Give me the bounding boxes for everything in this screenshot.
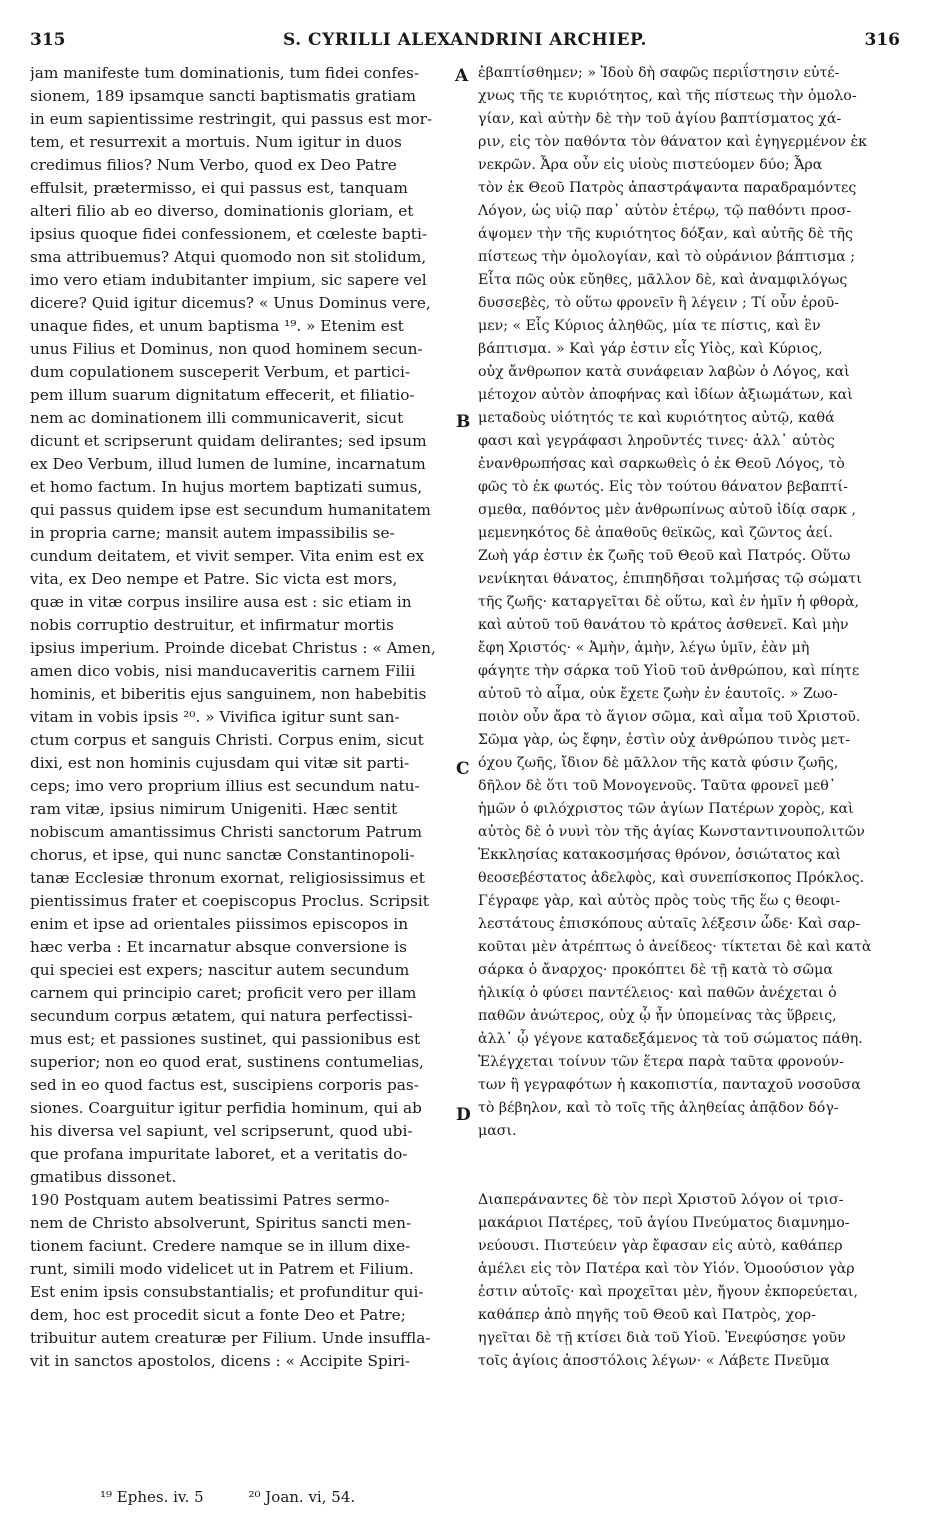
text-line: superior; non eo quod erat, sustinens contumelias, [30,1053,424,1071]
text-line: quæ in vitæ corpus insilire ausa est : sic etiam in [30,593,412,611]
text-line: et homo factum. In hujus mortem baptizati sumus, [30,478,423,496]
text-line: νεκρῶν. Ἆρα οὖν εἰς υἱοὺς πιστεύομεν δύο; Ἆρα [478,157,823,173]
text-line: qui passus quidem ipse est secundum humanitatem [30,501,431,519]
margin-letter-a: A [455,66,469,86]
text-line: άψομεν τὴν τῆς κυριότητος δόξαν, καὶ αὐτῆς δὲ τῆς [478,226,853,242]
text-line: χνως τῆς τε κυριότητος, καὶ τῆς πίστεως τὴν ὁμολο- [478,88,857,104]
text-line: οὐχ ἄνθρωπον κατὰ συνάφειαν λαβὼν ὁ Λόγος, καὶ [478,364,850,380]
text-line: μασι. [478,1123,517,1139]
text-line: Λόγον, ὡς υἱῷ παρ᾽ αὐτὸν ἑτέρῳ, τῷ παθόντι προσ- [478,203,852,219]
text-line: ριν, εἰς τὸν παθόντα τὸν θάνατον καὶ ἐγηγερμένον ἐκ [478,134,868,150]
text-line: φάγητε τὴν σάρκα τοῦ Υἱοῦ τοῦ ἀνθρώπου, καὶ πίητε [478,663,860,679]
footnotes [100,1488,395,1506]
text-line: θεοσεβέστατος ἀδελφὸς, καὶ συνεπίσκοπος Πρόκλος. [478,870,865,886]
text-line: nobis corruptio destruitur, et infirmatur mortis [30,616,394,634]
text-line: jam manifeste tum dominationis, tum fidei confes- [30,64,420,82]
text-line: ἐστιν αὐτοῖς· καὶ προχεῖται μὲν, ἤγουν ἐκπορεύεται, [478,1284,858,1300]
text-line: Σῶμα γὰρ, ὡς ἔφην, ἐστὶν οὐχ ἀνθρώπου τινὸς μετ- [478,732,851,748]
greek-column [478,62,902,1373]
text-line: sma attribuemus? Atqui quomodo non sit stolidum, [30,248,427,266]
text-line: sionem, 189 ipsamque sancti baptismatis gratiam [30,87,417,105]
text-line: ἡμῶν ὁ φιλόχριστος τῶν ἁγίων Πατέρων χορὸς, καὶ [478,801,854,817]
text-line: credimus filios? Num Verbo, quod ex Deo Patre [30,156,397,174]
text-line: vitam in vobis ipsis ²⁰. » Vivifica igitur sunt san- [30,708,400,726]
text-line: que profana impuritate laboret, et a veritatis do- [30,1145,408,1163]
text-line: dixi, est non hominis cujusdam qui vitæ sit parti- [30,754,410,772]
text-line: dicunt et scripserunt quidam delirantes; sed ipsum [30,432,427,450]
margin-letter-b: B [456,412,471,432]
text-line: hominis, et biberitis ejus sanguinem, non habebitis [30,685,427,703]
text-line: τὸ βέβηλον, καὶ τὸ τοῖς τῆς ἀληθείας ἀπᾷδον δόγ- [478,1100,839,1116]
text-line: dum copulationem susceperit Verbum, et partici- [30,363,411,381]
text-line: γίαν, καὶ αὐτὴν δὲ τὴν τοῦ ἁγίου βαπτίσματος χά- [478,111,842,127]
page-header [30,30,900,56]
text-line: τοῖς ἁγίοις ἀποστόλοις λέγων· « Λάβετε Πνεῦμα [478,1353,830,1369]
text-line: αὐτοῦ τὸ αἷμα, οὐκ ἔχετε ζωὴν ἐν ἑαυτοῖς. » Ζωο- [478,686,838,702]
text-line: mus est; et passiones sustinet, qui passionibus est [30,1030,421,1048]
text-line: μεμενηκότος δὲ ἀπαθοῦς θεϊκῶς, καὶ ζῶντος ἀεί. [478,525,833,541]
text-line: των ἢ γεγραφότων ἡ κακοπιστία, πανταχοῦ νοσοῦσα [478,1077,861,1093]
text-line: pientissimus frater et coepiscopus Proclus. Scripsit [30,892,429,910]
text-line: nobiscum amantissimus Christi sanctorum Patrum [30,823,423,841]
text-line: unaque fides, et unum baptisma ¹⁹. » Etenim est [30,317,404,335]
text-line: Γέγραφε γὰρ, καὶ αὐτὸς πρὸς τοὺς τῆς ἕω ς θεοφι- [478,893,841,909]
text-line: nem de Christo absolverunt, Spiritus sancti men- [30,1214,412,1232]
text-line: imo vero etiam indubitanter impium, sic sapere vel [30,271,427,289]
text-line: Ζωὴ γάρ ἐστιν ἐκ ζωῆς τοῦ Θεοῦ καὶ Πατρός. Οὕτω [478,548,851,564]
text-line [478,1143,902,1166]
text-line: alteri filio ab eo diverso, dominationis gloriam, et [30,202,414,220]
text-line: σάρκα ὁ ἄναρχος· προκόπτει δὲ τῇ κατὰ τὸ σῶμα [478,962,833,978]
text-line: carnem qui principio caret; proficit vero per illam [30,984,417,1002]
text-line: μεταδοὺς υἱότητός τε καὶ κυριότητος αὐτῷ, καθά [478,410,835,426]
text-line: chorus, et ipse, qui nunc sanctæ Constantinopoli- [30,846,415,864]
text-line: λεστάτους ἐπισκόπους αὐταῖς λέξεσιν ὧδε· Καὶ σαρ- [478,916,861,932]
text-line: in propria carne; mansit autem impassibilis se- [30,524,395,542]
text-line: καθάπερ ἀπὸ πηγῆς τοῦ Θεοῦ καὶ Πατρὸς, χορ- [478,1307,816,1323]
text-line: όχου ζωῆς, ἴδιον δὲ μᾶλλον τῆς κατὰ φύσιν ζωῆς, [478,755,839,771]
text-line: tionem faciunt. Credere namque se in illum dixe- [30,1237,411,1255]
text-line: dem, hoc est procedit sicut a fonte Deo et Patre; [30,1306,406,1324]
text-line: ipsius imperium. Proinde dicebat Christus : « Amen, [30,639,436,657]
footnote-19: ¹⁹ Ephes. iv. 5 [100,1488,204,1506]
text-line: νενίκηται θάνατος, ἐπιπηδῆσαι τολμήσας τῷ σώματι [478,571,862,587]
text-line: ηγεῖται δὲ τῇ κτίσει διὰ τοῦ Υἱοῦ. Ἐνεφύσησε γοῦν [478,1330,846,1346]
text-line: qui speciei est expers; nascitur autem secundum [30,961,410,979]
page-number-left: 315 [30,30,66,50]
text-line: cundum deitatem, et vivit semper. Vita enim est ex [30,547,425,565]
text-line: ex Deo Verbum, illud lumen de lumine, incarnatum [30,455,426,473]
text-line: πίστεως τὴν ὁμολογίαν, καὶ τὸ οὐράνιον βάπτισμα ; [478,249,856,265]
text-line: ἡλικίᾳ ὁ φύσει παντέλειος· καὶ παθῶν ἀνέχεται ὁ [478,985,837,1001]
margin-letter-c: C [456,759,470,779]
text-line: unus Filius et Dominus, non quod hominem secun- [30,340,423,358]
text-line: Ἐκκλησίας κατακοσμήσας θρόνον, ὁσιώτατος καὶ [478,847,841,863]
text-line: σμεθα, παθόντος μὲν ἀνθρωπίνως αὐτοῦ ἰδίᾳ σαρκ , [478,502,856,518]
text-line: dicere? Quid igitur dicemus? « Unus Dominus vere, [30,294,431,312]
text-line: ceps; imo vero proprium illius est secundum natu- [30,777,420,795]
text-line [478,1166,902,1189]
text-line: δυσσεβὲς, τὸ οὕτω φρονεῖν ἢ λέγειν ; Τί οὖν ἐροῦ- [478,295,840,311]
latin-column [30,62,462,1373]
text-line: gmatibus dissonet. [30,1168,177,1186]
text-line: ram vitæ, ipsius nimirum Unigeniti. Hæc sentit [30,800,398,818]
text-line: ἔφη Χριστός· « Ἀμὴν, ἀμὴν, λέγω ὑμῖν, ἐὰν μὴ [478,640,810,656]
text-line: Est enim ipsis consubstantialis; et profunditur qui- [30,1283,424,1301]
text-line: ἀμέλει εἰς τὸν Πατέρα καὶ τὸν Υἱόν. Ὁμοούσιον γὰρ [478,1261,855,1277]
margin-letter-d: D [456,1105,471,1125]
text-line: μέτοχον αὐτὸν ἀποφήνας καὶ ἰδίων ἀξιωμάτων, καὶ [478,387,853,403]
text-line: βάπτισμα. » Καὶ γάρ ἐστιν εἷς Υἱὸς, καὶ Κύριος, [478,341,823,357]
text-line: αὐτὸς δὲ ὁ νυνὶ τὸν τῆς ἁγίας Κωνσταντινουπολιτῶν [478,824,865,840]
text-line: tribuitur autem creaturæ per Filium. Unde insuffla- [30,1329,431,1347]
text-line: Ἐλέγχεται τοίνυν τῶν ἕτερα παρὰ ταῦτα φρονούν- [478,1054,844,1070]
text-line: τῆς ζωῆς· καταργεῖται δὲ οὕτω, καὶ ἐν ἡμῖν ἡ φθορὰ, [478,594,860,610]
text-line: in eum sapientissime restringit, qui passus est mor- [30,110,433,128]
text-line: Εἶτα πῶς οὐκ εὔηθες, μᾶλλον δὲ, καὶ ἀναμφιλόγως [478,272,848,288]
text-line: ἀλλ᾽ ᾧ γέγονε καταδεξάμενος τὰ τοῦ σώματος πάθη. [478,1031,863,1047]
text-line: vita, ex Deo nempe et Patre. Sic victa est mors, [30,570,398,588]
text-line: siones. Coarguitur igitur perfidia hominum, qui ab [30,1099,422,1117]
text-line: δῆλον δὲ ὅτι τοῦ Μονογενοῦς. Ταῦτα φρονεῖ μεθ᾽ [478,778,836,794]
text-line: amen dico vobis, nisi manducaveritis carnem Filii [30,662,416,680]
text-line: τὸν ἐκ Θεοῦ Πατρὸς ἀπαστράψαντα παραδραμόντες [478,180,857,196]
text-line: Διαπεράναντες δὲ τὸν περὶ Χριστοῦ λόγον οἱ τρισ- [478,1192,844,1208]
text-line: ctum corpus et sanguis Christi. Corpus enim, sicut [30,731,424,749]
text-line: his diversa vel sapiunt, vel scripserunt, quod ubi- [30,1122,413,1140]
text-line: 190 Postquam autem beatissimi Patres sermo- [30,1191,390,1209]
text-line: vit in sanctos apostolos, dicens : « Accipite Spiri- [30,1352,411,1370]
text-line: ἐνανθρωπήσας καὶ σαρκωθεὶς ὁ ἐκ Θεοῦ Λόγος, τὸ [478,456,845,472]
text-line: ἐβαπτίσθημεν; » Ἰδοὺ δὴ σαφῶς περιΐστησιν εὐτέ- [478,65,840,81]
text-line: enim et ipse ad orientales piissimos episcopos in [30,915,409,933]
text-line: ipsius quoque fidei confessionem, et cœleste bapti- [30,225,428,243]
running-title: S. CYRILLI ALEXANDRINI ARCHIEP. [283,30,647,50]
text-line: ποιὸν οὖν ἄρα τὸ ἅγιον σῶμα, καὶ αἷμα τοῦ Χριστοῦ. [478,709,861,725]
text-line: hæc verba : Et incarnatur absque conversione is [30,938,407,956]
text-line: φῶς τὸ ἐκ φωτός. Εἰς τὸν τούτου θάνατον βεβαπτί- [478,479,848,495]
text-line: nem ac dominationem illi communicaverit, sicut [30,409,404,427]
text-line: καὶ αὐτοῦ τοῦ θανάτου τὸ κράτος ἀσθενεῖ. Καὶ μὴν [478,617,849,633]
text-line: νεύουσι. Πιστεύειν γὰρ ἔφασαν εἰς αὐτὸ, καθάπερ [478,1238,843,1254]
footnote-20: ²⁰ Joan. vi, 54. [248,1488,356,1506]
page-number-right: 316 [864,30,900,50]
text-line: μεν; « Εἷς Κύριος ἀληθῶς, μία τε πίστις, καὶ ἓν [478,318,821,334]
text-line: pem illum suarum dignitatum effecerit, et filiatio- [30,386,415,404]
text-line: effulsit, prætermisso, ei qui passus est, tanquam [30,179,408,197]
text-line: κοῦται μὲν ἀτρέπτως ὁ ἀνείδεος· τίκτεται δὲ καὶ κατὰ [478,939,872,955]
text-line: φασι καὶ γεγράφασι ληροῦντές τινες· ἀλλ᾽ αὐτὸς [478,433,835,449]
text-line: παθῶν ἀνώτερος, οὐχ ᾧ ἦν ὑπομείνας τὰς ὕβρεις, [478,1008,837,1024]
text-line: sed in eo quod factus est, suscipiens corporis pas- [30,1076,419,1094]
text-line: tanæ Ecclesiæ thronum exornat, religiosissimus et [30,869,425,887]
text-line: secundum corpus ætatem, qui natura perfectissi- [30,1007,413,1025]
text-line: runt, simili modo videlicet ut in Patrem et Filium. [30,1260,414,1278]
text-line: tem, et resurrexit a mortuis. Num igitur in duos [30,133,402,151]
text-line: μακάριοι Πατέρες, τοῦ ἁγίου Πνεύματος διαμνημο- [478,1215,850,1231]
